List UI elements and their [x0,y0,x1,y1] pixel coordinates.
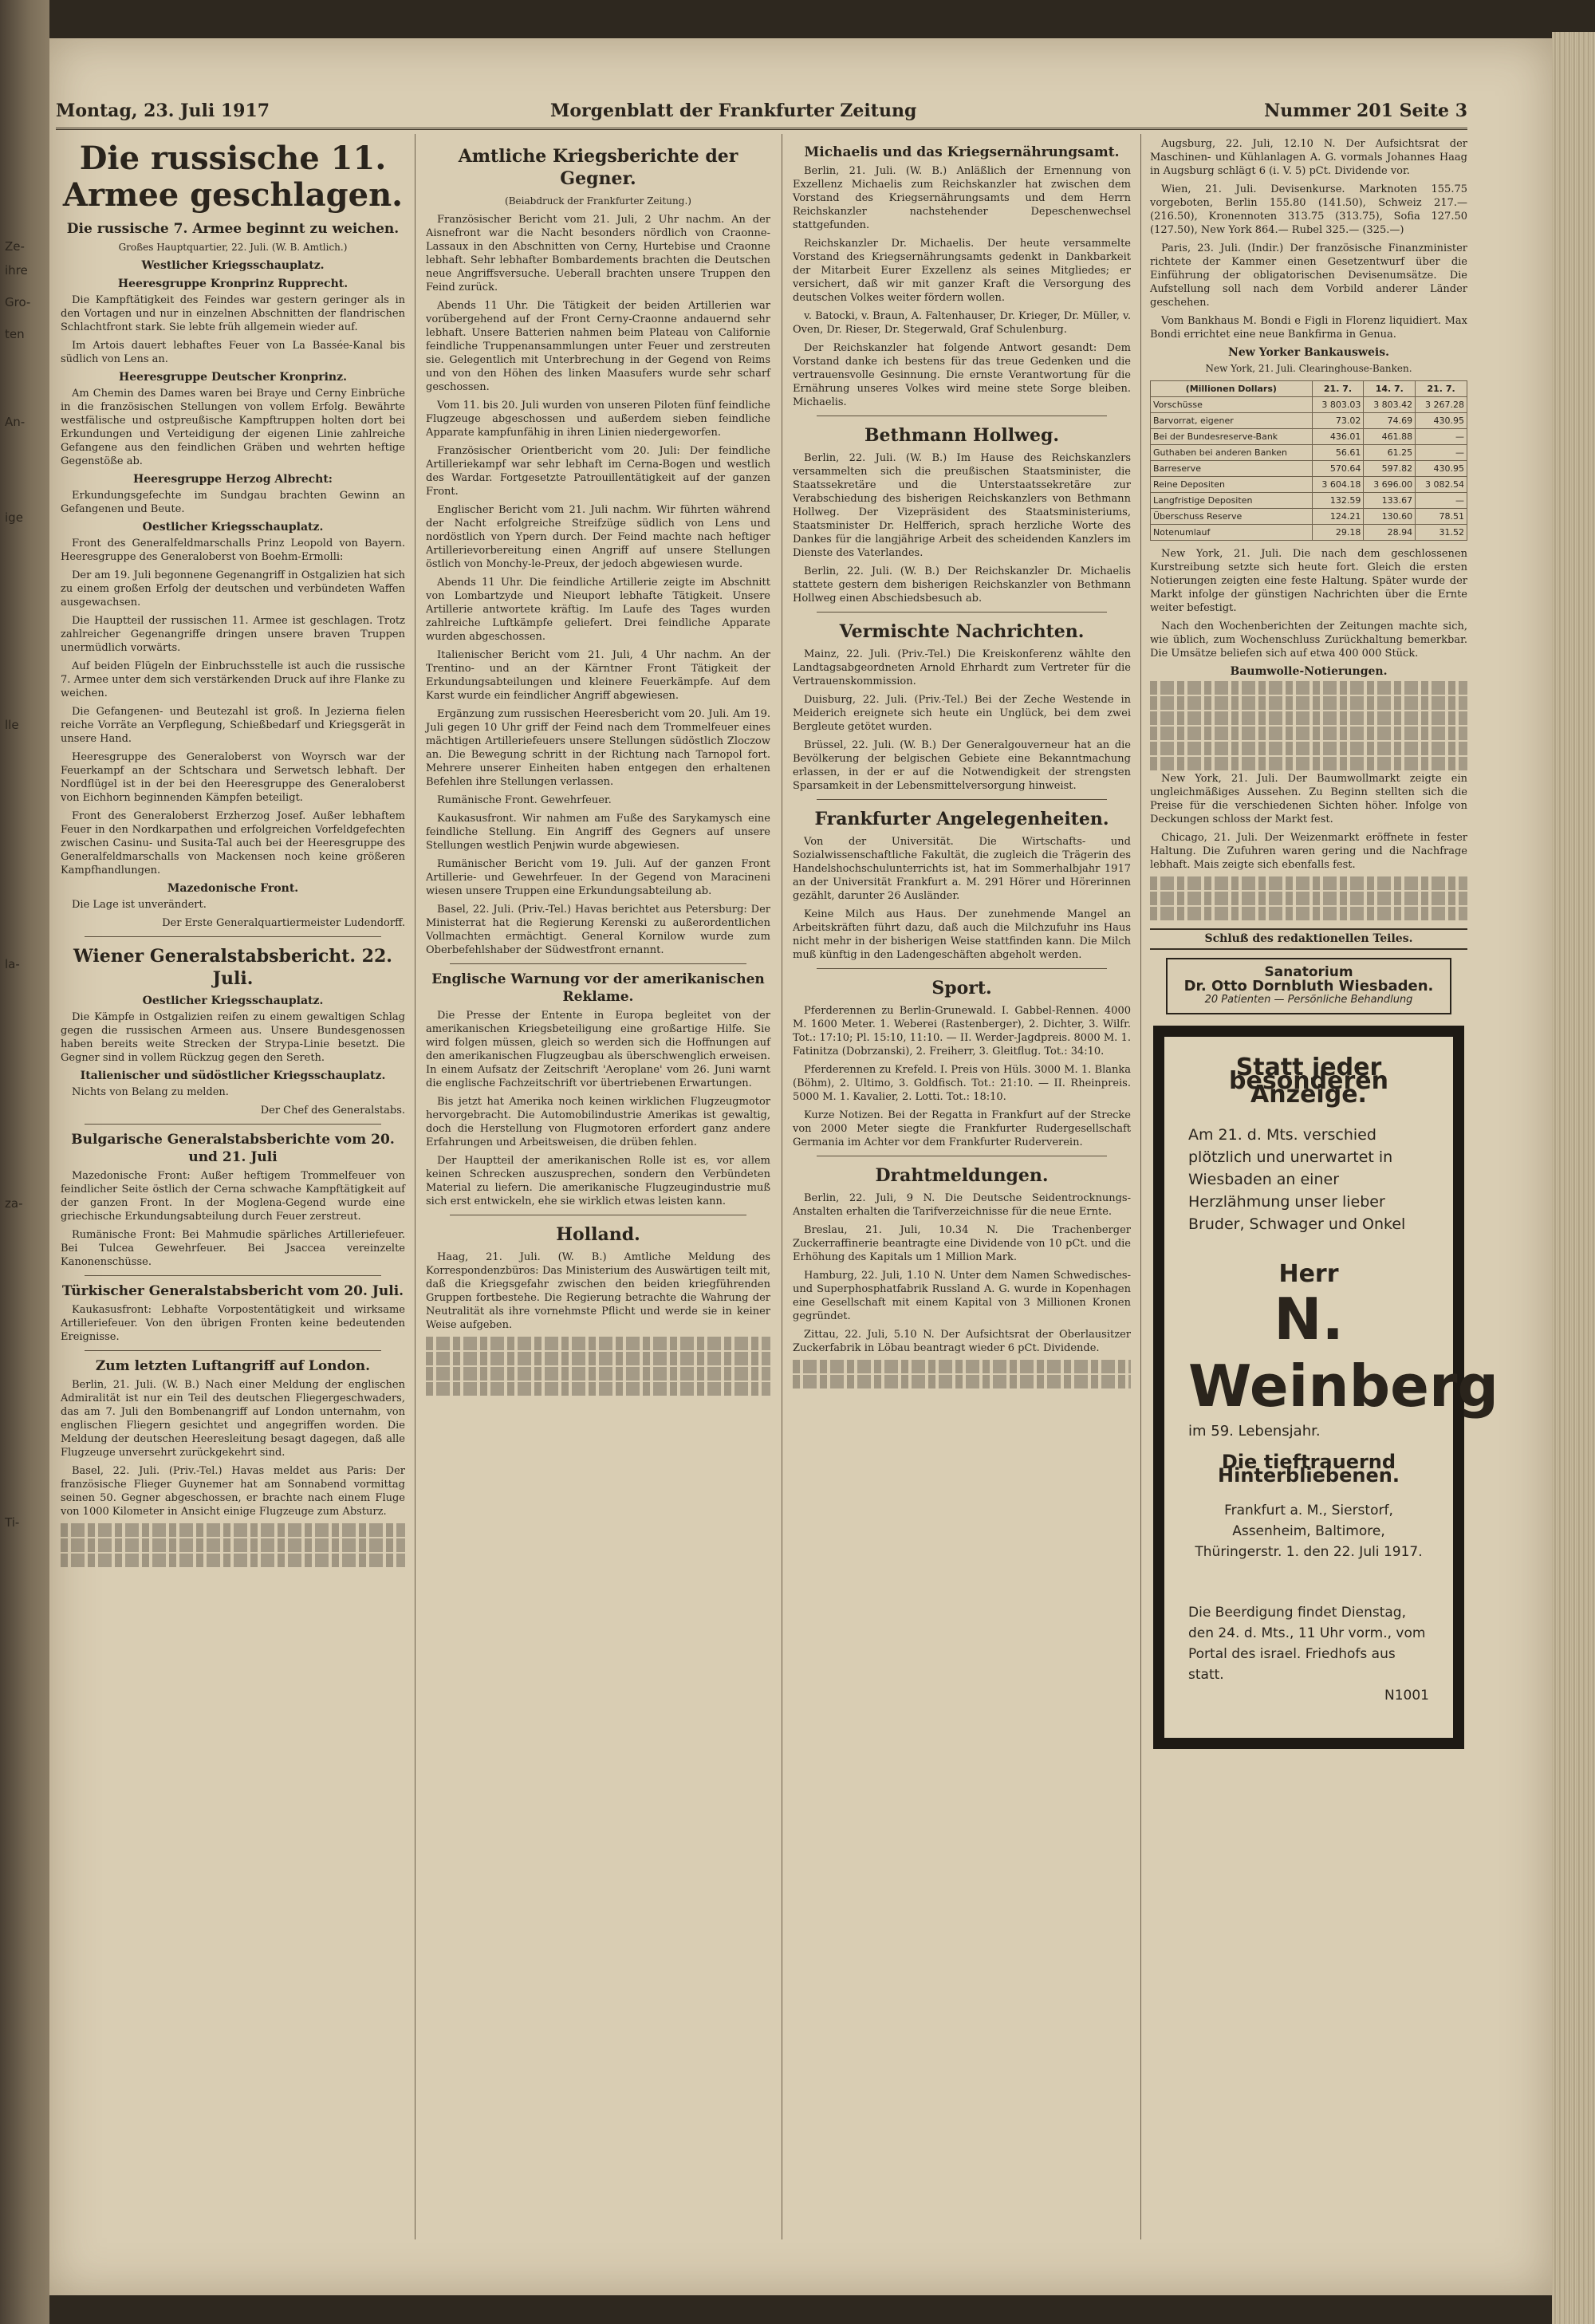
paragraph: Die Kämpfe in Ostgalizien reifen zu einem gewaltigen Schlag gegen die russischen Armeen aus. Unsere Bundesgenossen haben bereits weite Strecken der Strypa-Linie besetzt. Die Gegner sind in vollem Rückzug gegen den Sereth. [61,1011,405,1064]
adjacent-page-strip [0,0,49,2324]
strip-fragment: ihre [5,263,28,278]
cell: 74.69 [1364,413,1416,429]
column-3 [793,137,1131,2243]
cell: 78.51 [1416,509,1467,525]
places-date: Frankfurt a. M., Sierstorf, Assenheim, Baltimore, Thüringerstr. 1. den 22. Juli 1917. [1195,1503,1423,1560]
cell: 61.25 [1364,445,1416,461]
paragraph: Englischer Bericht vom 21. Juli nachm. Wir führten während der Nacht erfolgreiche Streifzüge südlich von Lens und nordöstlich von Ypern durch. Der Feind machte nach heftiger Artillerievorbereitung einen Angriff auf unsere Stellungen östlich von Monchy-le-Preux, der jedoch abgewiesen wurde. [426,504,770,570]
section-heading: Mazedonische Front. [167,882,299,895]
cell: 597.82 [1364,461,1416,477]
separator [85,936,381,937]
paragraph: Die Presse der Entente in Europa begleitet von der amerikanischen Kriegsbeteiligung eine großartige Hilfe. Sie wird folgen müssen, gleich so werden sich die Hoffnungen auf den amerikanischen Flugzeugbau als überschwenglich erweisen. In einem Aufsatz der Zeitschrift 'Aeroplane' vom 26. Juni warnt die englische Fachzeitschrift vor übertriebenen Erwartungen. [426,1010,770,1089]
section-heading: Westlicher Kriegsschauplatz. [141,259,325,272]
table-row [1151,429,1467,445]
cell: Barreserve [1151,461,1313,477]
headline: Frankfurter Angelegenheiten. [814,809,1109,829]
paragraph: Kaukasusfront. Wir nahmen am Fuße des Sarykamysch eine feindliche Stellung. Ein Angriff des Gegners auf unsere Stellungen westlich Penjwin wurde abgewiesen. [426,813,770,852]
paragraph: Abends 11 Uhr. Die Tätigkeit der beiden Artillerien war vorübergehend auf der Front Cerny-Craonne andauernd sehr lebhaft. Unsere Batterien nahmen beim Plateau von Californie feindliche Truppenansammlungen unter Feuer und zerstreuten sie. Gelegentlich mit Unterbrechung in der Gegend von Reims und von den Höhen des linken Maasufers wurde sehr scharf geschossen. [426,300,770,393]
strip-fragment: za- [5,1196,23,1211]
cell: 430.95 [1416,461,1467,477]
bank-statement-table [1150,380,1467,541]
paragraph: Berlin, 22. Juli, 9 N. Die Deutsche Seidentrocknungs-Anstalten erhalten die Tarifverzeichnisse für die neue Ernte. [793,1192,1131,1218]
deceased-name: N. Weinberg [1188,1286,1499,1420]
paragraph: Rumänische Front. Gewehrfeuer. [437,794,612,806]
column-1 [61,137,405,2243]
illegible-text-line [793,1360,1131,1373]
paragraph: Wien, 21. Juli. Devisenkurse. Marknoten 155.75 vorgeboten, Berlin 155.80 (141.50), Schweiz 217.—(216.50), Kronennoten 313.75 (313.75), Sofia 127.50 (127.50), New York 864.— Rubel 325.— (325.—) [1150,183,1467,236]
subheadline: Die russische 7. Armee beginnt zu weichen. [66,221,400,237]
illegible-text-line [426,1352,770,1365]
headline: Die russische 11. Armee geschlagen. [62,140,404,214]
headline: Holland. [556,1224,640,1245]
issue-number: Nummer 201 Seite 3 [1264,100,1467,121]
paragraph: Mazedonische Front: Außer heftigem Trommelfeuer von feindlicher Seite östlich der Cerna schwache Kampftätigkeit auf der ganzen Front. In der Moglena-Gegend wurde eine griechische Erkundungsabteilung durch Feuer zerstreut. [61,1170,405,1223]
sanatorium-advertisement [1166,958,1451,1014]
separator [85,1350,381,1351]
illegible-text-line [61,1538,405,1552]
cell: 3 803.03 [1312,397,1364,413]
cell: 28.94 [1364,525,1416,541]
cell: 430.95 [1416,413,1467,429]
separator [85,1275,381,1276]
paragraph: Heeresgruppe des Generaloberst von Woyrsch war der Feuerkampf an der Schtschara und Serwetsch lebhaft. Der Nordflügel ist in der bei den Heeresgruppe des Generaloberst von Eichhorn beginnenden Kämpfen beteiligt. [61,751,405,804]
cell: 132.59 [1312,493,1364,509]
column-header: 14. 7. [1364,381,1416,397]
cell: Notenumlauf [1151,525,1313,541]
separator [817,612,1107,613]
section-heading: Oestlicher Kriegsschauplatz. [142,521,324,534]
dateline: Großes Hauptquartier, 22. Juli. (W. B. Amtlich.) [118,242,348,253]
paragraph: New York, 21. Juli. Die nach dem geschlossenen Kurstreibung setzte sich heute fort. Gleich die ersten Notierungen zeigten eine feste Haltung. Später wurde der Markt infolge der günstigen Nachrichten über die Ernte weiter befestigt. [1150,548,1467,614]
obituary-text: Am 21. d. Mts. verschied plötzlich und unerwartet in Wiesbaden an einer Herzlähmung unser lieber Bruder, Schwager und Onkel [1188,1126,1406,1233]
table-row [1151,445,1467,461]
paragraph: Berlin, 22. Juli. (W. B.) Im Hause des Reichskanzlers versammelten sich die preußischen Staatsminister, die Staatssekretäre und die Unterstaatssekretäre zur Verabschiedung des bisherigen Reichskanzlers von Bethmann Hollweg. Der Vizepräsident des Staatsministeriums, Staatsminister Dr. Helfferich, sprach herzliche Worte des Dankes für die langjährige Arbeit des scheidenden Kanzlers im Dienste des Vaterlandes. [793,452,1131,559]
headline: Bulgarische Generalstabsberichte vom 20. und 21. Juli [71,1132,395,1165]
cell: 570.64 [1312,461,1364,477]
cell: — [1416,493,1467,509]
illegible-table-line [1150,727,1467,740]
separator [817,799,1107,800]
section-heading: Baumwolle-Notierungen. [1230,665,1388,678]
page-masthead [56,96,1467,130]
ad-code: N1001 [1384,1688,1429,1704]
paragraph: Französischer Orientbericht vom 20. Juli: Der feindliche Artilleriekampf war sehr lebhaft im Cerna-Bogen und westlich des Wardar. Fortgesetzte Patrouillentätigkeit auf der ganzen Front. [426,445,770,498]
headline: Amtliche Kriegsberichte der Gegner. [458,146,738,189]
illegible-table-line [1150,742,1467,755]
headline: Englische Warnung vor der amerikanischen Reklame. [431,971,765,1005]
cell: 3 267.28 [1416,397,1467,413]
deceased-age: im 59. Lebensjahr. [1188,1423,1321,1440]
cell: 56.61 [1312,445,1364,461]
paragraph: Von der Universität. Die Wirtschafts- und Sozialwissenschaftliche Fakultät, die zugleich die Trägerin des Handelshochschulunterrichts ist, hat im Sommerhalbjahr 1917 an der Universität Frankfurt a. M. 291 Hörer und Hörerinnen gezählt, darunter 26 Ausländer. [793,836,1131,902]
paragraph: Ergänzung zum russischen Heeresbericht vom 20. Juli. Am 19. Juli gegen 10 Uhr griff der Feind nach dem Trommelfeuer eines mächtigen Artilleriefeuers unsere Stellungen südöstlich Zloczow an. Die Bewegung schritt in der Richtung nach Tarnopol fort. Mehrere unserer Einheiten haben entgegen den erhaltenen Befehlen ihre Stellungen verlassen. [426,708,770,788]
illegible-text-line [426,1367,770,1381]
cell: 3 082.54 [1416,477,1467,493]
illegible-text-line [61,1523,405,1537]
mourners: Die tieftrauernd Hinterbliebenen. [1218,1451,1400,1487]
note: (Beiabdruck der Frankfurter Zeitung.) [505,195,691,207]
paragraph: Breslau, 21. Juli, 10.34 N. Die Trachenberger Zuckerraffinerie beantragte eine Dividende von 10 pCt. und die Erhöhung des Kapitals um 1 Million Mark. [793,1224,1131,1263]
paragraph: Im Artois dauert lebhaftes Feuer von La Bassée-Kanal bis südlich von Lens an. [61,340,405,365]
table-row [1151,509,1467,525]
table-row [1151,397,1467,413]
paragraph: Die Hauptteil der russischen 11. Armee ist geschlagen. Trotz zahlreicher Gegenangriffe dringen unsere braven Truppen unermüdlich vorwärts. [61,615,405,654]
ad-tagline: 20 Patienten — Persönliche Behandlung [1204,994,1413,1006]
paragraph: Abends 11 Uhr. Die feindliche Artillerie zeigte im Abschnitt von Lombartzyde und Nieuport lebhafte Tätigkeit. Unsere Artillerie antwortete kräftig. Im Laufe des Tages wurden zahlreiche Luftkämpfe geliefert. Drei feindliche Apparate wurden abgeschossen. [426,577,770,643]
table-row [1151,413,1467,429]
headline: Sport. [931,978,992,999]
paragraph: Nichts von Belang zu melden. [72,1086,229,1098]
paragraph: Keine Milch aus Haus. Der zunehmende Mangel an Arbeitskräften führt dazu, daß auch die Milchzufuhr ins Haus nicht mehr in der bisherigen Weise stattfinden kann. Die Milch muß künftig in den Ladengeschäften abgeholt werden. [793,908,1131,961]
paragraph: Pferderennen zu Krefeld. I. Preis von Hüls. 3000 M. 1. Blanka (Böhm), 2. Ultimo, 3. Goldfisch. Tot.: 21:10. — II. Rheinpreis. 5000 M. 1. Kavalier, 2. Lotti. Tot.: 18:10. [793,1064,1131,1103]
cell: 461.88 [1364,429,1416,445]
ad-name: Dr. Otto Dornbluth Wiesbaden. [1183,978,1434,995]
cell: 29.18 [1312,525,1364,541]
cell: 133.67 [1364,493,1416,509]
table-title: New Yorker Bankausweis. [1228,346,1389,359]
strip-fragment: ten [5,327,25,341]
paragraph: Vom Bankhaus M. Bondi e Figli in Florenz liquidiert. Max Bondi errichtet eine neue Bankfirma in Genua. [1150,315,1467,341]
ad-heading: Sanatorium [1264,964,1353,980]
column-4 [1150,137,1499,2243]
paragraph: Der am 19. Juli begonnene Gegenangriff in Ostgalizien hat sich zu einem großen Erfolg der deutschen und verbündeten Waffen ausgewachsen. [61,569,405,609]
paragraph: Der Reichskanzler hat folgende Antwort gesandt: Dem Vorstand danke ich bestens für das treue Gedenken und die vertrauensvolle Gesinnung. Die ernste Verantwortung für die Ernährung unseres Volkes wird meine stete Sorge bleiben. Michaelis. [793,342,1131,408]
headline: Bethmann Hollweg. [864,425,1060,446]
strip-fragment: lle [5,718,19,732]
separator [85,1124,381,1125]
illegible-table-line [1150,711,1467,725]
column-header: (Millionen Dollars) [1151,381,1313,397]
cell: 130.60 [1364,509,1416,525]
strip-fragment: An- [5,415,26,429]
cell: Reine Depositen [1151,477,1313,493]
obituary-notice [1153,1026,1499,1749]
illegible-table-line [1150,681,1467,695]
paragraph: Haag, 21. Juli. (W. B.) Amtliche Meldung des Korrespondenzbüros: Das Ministerium des Auswärtigen teilt mit, daß die Kriegsgefahr zwischen den beiden kriegführenden Gruppen fortbestehe. Die Regierung betrachte die Wahrung der Neutralität als ihre vornehmste Pflicht und werde sie in keiner Weise aufgeben. [426,1251,770,1331]
table-subtitle: New York, 21. Juli. Clearinghouse-Banken. [1205,363,1412,374]
paragraph: Front des Generalfeldmarschalls Prinz Leopold von Bayern. Heeresgruppe des Generaloberst von Boehm-Ermolli: [61,538,405,563]
issue-date: Montag, 23. Juli 1917 [56,100,270,121]
cell: — [1416,445,1467,461]
paragraph: Front des Generaloberst Erzherzog Josef. Außer lebhaftem Feuer in den Nordkarpathen und erfolgreichen Vorfeldgefechten zwischen Casinu- und Susita-Tal auch bei der Heeresgruppe des Generalfeldmarschalls von Mackensen noch keine größeren Kampfhandlungen. [61,810,405,876]
table-row [1151,461,1467,477]
paragraph: Die Kampftätigkeit des Feindes war gestern geringer als in den Vortagen und nur in einzelnen Abschnitten der flandrischen Schlachtfront stark. Sie lebte früh allgemein wieder auf. [61,294,405,333]
group-heading: Heeresgruppe Kronprinz Rupprecht. [117,278,349,290]
cell: 3 696.00 [1364,477,1416,493]
paragraph: Rumänische Front: Bei Mahmudie spärliches Artilleriefeuer. Bei Tulcea Gewehrfeuer. Bei Jsaccea vereinzelte Kanonenschüsse. [61,1229,405,1268]
table-row [1151,493,1467,509]
strip-fragment: la- [5,957,20,971]
column-header: 21. 7. [1312,381,1364,397]
obituary-title: Statt jeder besonderen Anzeige. [1229,1054,1388,1109]
cell: 436.01 [1312,429,1364,445]
paragraph: Paris, 23. Juli. (Indir.) Der französische Finanzminister richtete der Kammer einen Gesetzentwurf über die Einführung der obligatorischen Devisenumsätze. Die Aufstellung soll nach dem Vorbild anderer Länder geschehen. [1150,242,1467,309]
column-2 [426,137,770,2243]
paragraph: Rumänischer Bericht vom 19. Juli. Auf der ganzen Front Artillerie- und Gewehrfeuer. In der Gegend von Maracineni wiesen unsere Truppen eine Erkundungsabteilung ab. [426,858,770,897]
strip-fragment: Gro- [5,295,31,309]
paragraph: Berlin, 22. Juli. (W. B.) Der Reichskanzler Dr. Michaelis stattete gestern dem bisherigen Reichskanzler von Bethmann Hollweg einen Abschiedsbesuch ab. [793,565,1131,605]
paragraph: Vom 11. bis 20. Juli wurden von unseren Piloten fünf feindliche Flugzeuge abgeschossen und außerdem sieben feindliche Apparate kampfunfähig in ihren Linien niedergeworfen. [426,400,770,439]
cell: 124.21 [1312,509,1364,525]
cell: 31.52 [1416,525,1467,541]
paragraph: Augsburg, 22. Juli, 12.10 N. Der Aufsichtsrat der Maschinen- und Kühlanlagen A. G. vormals Johannes Haag in Augsburg schlägt 6 (i. V. 5) pCt. Dividende vor. [1150,138,1467,177]
paragraph: Erkundungsgefechte im Sundgau brachten Gewinn an Gefangenen und Beute. [61,490,405,515]
illegible-text-line [61,1554,405,1567]
group-heading: Heeresgruppe Herzog Albrecht: [133,473,333,486]
paragraph: Italienischer Bericht vom 21. Juli, 4 Uhr nachm. An der Trentino- und an der Kärntner Front Tätigkeit der Erkundungsabteilungen und kleinere Feuerkämpfe. Auf dem Karst wurde ein feindlicher Angriff abgewiesen. [426,649,770,702]
column-header: 21. 7. [1416,381,1467,397]
headline: Vermischte Nachrichten. [839,621,1085,642]
cell: Bei der Bundesreserve-Bank [1151,429,1313,445]
paragraph: Mainz, 22. Juli. (Priv.-Tel.) Die Kreiskonferenz wählte den Landtagsabgeordneten Arnold Ehrhardt zum Vertreter für die Vertrauenskommission. [793,648,1131,687]
signature: Der Chef des Generalstabs. [260,1105,405,1117]
cell: 3 604.18 [1312,477,1364,493]
group-heading: Heeresgruppe Deutscher Kronprinz. [119,371,347,384]
book-page-edges [1552,32,1595,2324]
paragraph: Duisburg, 22. Juli. (Priv.-Tel.) Bei der Zeche Westende in Meiderich ereignete sich heute ein Unglück, bei dem zwei Bergleute getötet wurden. [793,694,1131,733]
illegible-text-line [426,1337,770,1350]
signature: Der Erste Generalquartiermeister Ludendorff. [162,917,405,929]
illegible-table-line [1150,892,1467,905]
cell: Guthaben bei anderen Banken [1151,445,1313,461]
paragraph: Berlin, 21. Juli. (W. B.) Anläßlich der Ernennung von Exzellenz Michaelis zum Reichskanzler hat zwischen dem Vorstand des Kriegsernährungsamts und dem Herrn Reichskanzler nachstehender Depeschenwechsel stattgefunden. [793,165,1131,231]
column-divider [1140,134,1141,2239]
paragraph: Auf beiden Flügeln der Einbruchsstelle ist auch die russische 7. Armee unter dem sich verstärkenden Druck auf ihre Flanke zu weichen. [61,660,405,699]
illegible-table-line [1150,757,1467,770]
paragraph: Kaukasusfront: Lebhafte Vorpostentätigkeit und wirksame Artilleriefeuer. Von den übrigen Fronten keine bedeutenden Ereignisse. [61,1304,405,1343]
headline: Wiener Generalstabsbericht. 22. Juli. [73,946,392,989]
paragraph: Basel, 22. Juli. (Priv.-Tel.) Havas berichtet aus Petersburg: Der Ministerrat hat die Regierung Kerenski zu außerordentlichen Vollmachten ermächtigt. General Kornilow wurde zum Oberbefehlshaber der Südwestfront ernannt. [426,904,770,956]
paragraph: Brüssel, 22. Juli. (W. B.) Der Generalgouverneur hat an die Bevölkerung der belgischen Gebiete eine Bekanntmachung erlassen, in der er auf die Notwendigkeit der strengsten Sparsamkeit in der Lebensmittelversorgung hinweist. [793,739,1131,792]
paper-title: Morgenblatt der Frankfurter Zeitung [550,100,917,121]
paragraph: Kurze Notizen. Bei der Regatta in Frankfurt auf der Strecke von 2000 Meter siegte die Frankfurter Rudergesellschaft Germania im Achter vor dem Frankfurter Ruderverein. [793,1109,1131,1148]
cell: Überschuss Reserve [1151,509,1313,525]
cell: 73.02 [1312,413,1364,429]
strip-fragment: Ti- [5,1515,20,1530]
funeral-info: Die Beerdigung findet Dienstag, den 24. d. Mts., 11 Uhr vorm., vom Portal des israel. Friedhofs aus statt. [1188,1605,1426,1683]
paragraph: Basel, 22. Juli. (Priv.-Tel.) Havas meldet aus Paris: Der französische Flieger Guynemer hat am Sonnabend vormittag seinen 50. Gegner abgeschossen, er brachte nach einem Fluge von 1000 Kilometer in Ansicht einige Flugzeuge zum Absturz. [61,1465,405,1518]
paragraph: Berlin, 21. Juli. (W. B.) Nach einer Meldung der englischen Admiralität ist nur ein Teil des deutschen Fliegergeschwaders, das am 7. Juli den Bombenangriff auf London unternahm, von englischen Fliegern gesichtet und angegriffen worden. Die Meldung der deutschen Heeresleitung besagt dagegen, daß alle Flugzeuge unversehrt zurückgekehrt sind. [61,1379,405,1459]
headline: Türkischer Generalstabsbericht vom 20. Juli. [61,1283,404,1299]
strip-fragment: Ze- [5,239,25,254]
paragraph: Zittau, 22. Juli, 5.10 N. Der Aufsichtsrat der Oberlausitzer Zuckerfabrik in Löbau beantragt wieder 6 pCt. Dividende. [793,1329,1131,1354]
paragraph: Chicago, 21. Juli. Der Weizenmarkt eröffnete in fester Haltung. Die Zufuhren waren gering und die Nachfrage lebhaft. Mais zeigte sich ebenfalls fest. [1150,832,1467,871]
cell: Barvorrat, eigener [1151,413,1313,429]
headline: Drahtmeldungen. [875,1165,1049,1186]
paragraph: Hamburg, 22. Juli, 1.10 N. Unter dem Namen Schwedisches- und Superphosphatfabrik Russland A. G. wurde in Kopenhagen eine Gesellschaft mit einem Kapital von 3 Millionen Kronen gegründet. [793,1270,1131,1322]
paragraph: Der Hauptteil der amerikanischen Rolle ist es, vor allem keinen Schrecken auszusprechen, sondern den Verbündeten Material zu liefern. Die amerikanische Flugzeugindustrie muß sich erst entwickeln, ehe sie wirklich etwas leisten kann. [426,1155,770,1207]
paragraph: New York, 21. Juli. Der Baumwollmarkt zeigte ein ungleichmäßiges Aussehen. Zu Beginn stellten sich die Preise für die verschiedenen Sichten höher. Infolge von Deckungen schloss der Markt fest. [1150,773,1467,825]
table-header-row [1151,381,1467,397]
table-row [1151,477,1467,493]
section-heading: Italienischer und südöstlicher Kriegsschauplatz. [80,1069,386,1082]
cell: — [1416,429,1467,445]
separator [450,963,746,964]
paragraph: Die Lage ist unverändert. [72,899,207,911]
paragraph: Bis jetzt hat Amerika noch keinen wirklichen Flugzeugmotor hervorgebracht. Die Automobilindustrie Amerikas ist gewaltig, doch die Herstellung von Flugmotoren erfordert ganz andere Erfahrungen und Arbeitsweisen, die drüben fehlen. [426,1096,770,1148]
illegible-table-line [1150,876,1467,890]
paragraph: v. Batocki, v. Braun, A. Faltenhauser, Dr. Krieger, Dr. Müller, v. Oven, Dr. Rieser, Dr. Stegerwald, Graf Schulenburg. [793,310,1131,336]
table-row [1151,525,1467,541]
headline: Michaelis und das Kriegsernährungsamt. [804,144,1120,160]
separator [817,968,1107,969]
headline: Zum letzten Luftangriff auf London. [95,1358,371,1374]
cell: Vorschüsse [1151,397,1313,413]
editorial-end-line: Schluß des redaktionellen Teiles. [1150,928,1467,950]
paragraph: Reichskanzler Dr. Michaelis. Der heute versammelte Vorstand des Kriegsernährungsamts gedenkt in Dankbarkeit der Mitarbeit Eurer Exzellenz als seines Mitgliedes; er versichert, daß wir mit ganzer Kraft die Versorgung des deutschen Volkes weiter fördern wollen. [793,238,1131,304]
paragraph: Die Gefangenen- und Beutezahl ist groß. In Jezierna fielen reiche Vorräte an Verpflegung, Schießbedarf und Kriegsgerät in unsere Hand. [61,706,405,745]
section-heading: Oestlicher Kriegsschauplatz. [142,995,324,1007]
illegible-table-line [1150,696,1467,710]
obituary-herr: Herr [1278,1260,1339,1288]
illegible-table-line [1150,907,1467,920]
strip-fragment: ige [5,510,23,525]
paragraph: Am Chemin des Dames waren bei Braye und Cerny Einbrüche in die französischen Stellungen von vollem Erfolg. Bewährte westfälische und ostpreußische Kampftruppen holten dort bei Erkundungen und Verteidigung der eigenen Linie zahlreiche Gefangene aus den feindlichen Gräben und wehrten heftige Gegenstöße ab. [61,388,405,467]
cell: Langfristige Depositen [1151,493,1313,509]
illegible-text-line [793,1375,1131,1388]
paragraph: Nach den Wochenberichten der Zeitungen machte sich, wie üblich, zum Wochenschluss Zurückhaltung bemerkbar. Die Umsätze beliefen sich auf etwa 400 000 Stück. [1150,620,1467,660]
paragraph: Pferderennen zu Berlin-Grunewald. I. Gabbel-Rennen. 4000 M. 1600 Meter. 1. Weberei (Rastenberger), 2. Dichter, 3. Wilfr. Tot.: 17:10; Pl. 15:10, 11:10. — II. Werder-Jagdpreis. 8000 M. 1. Fatinitza (Dobrzanski), 2. Freiherr, 3. Gleitflug. Tot.: 34:10. [793,1005,1131,1058]
cell: 3 803.42 [1364,397,1416,413]
paragraph: Französischer Bericht vom 21. Juli, 2 Uhr nachm. An der Aisnefront war die Nacht besonders nördlich von Craonne-Lassaux in den Abschnitten von Cerny, Hurtebise und Craonne lebhaft. Sehr lebhafter Bombardements brachten die Deutschen neue Angriffsversuche. Ueberall brachten unsere Truppen den Feind zurück. [426,214,770,293]
illegible-text-line [426,1382,770,1396]
